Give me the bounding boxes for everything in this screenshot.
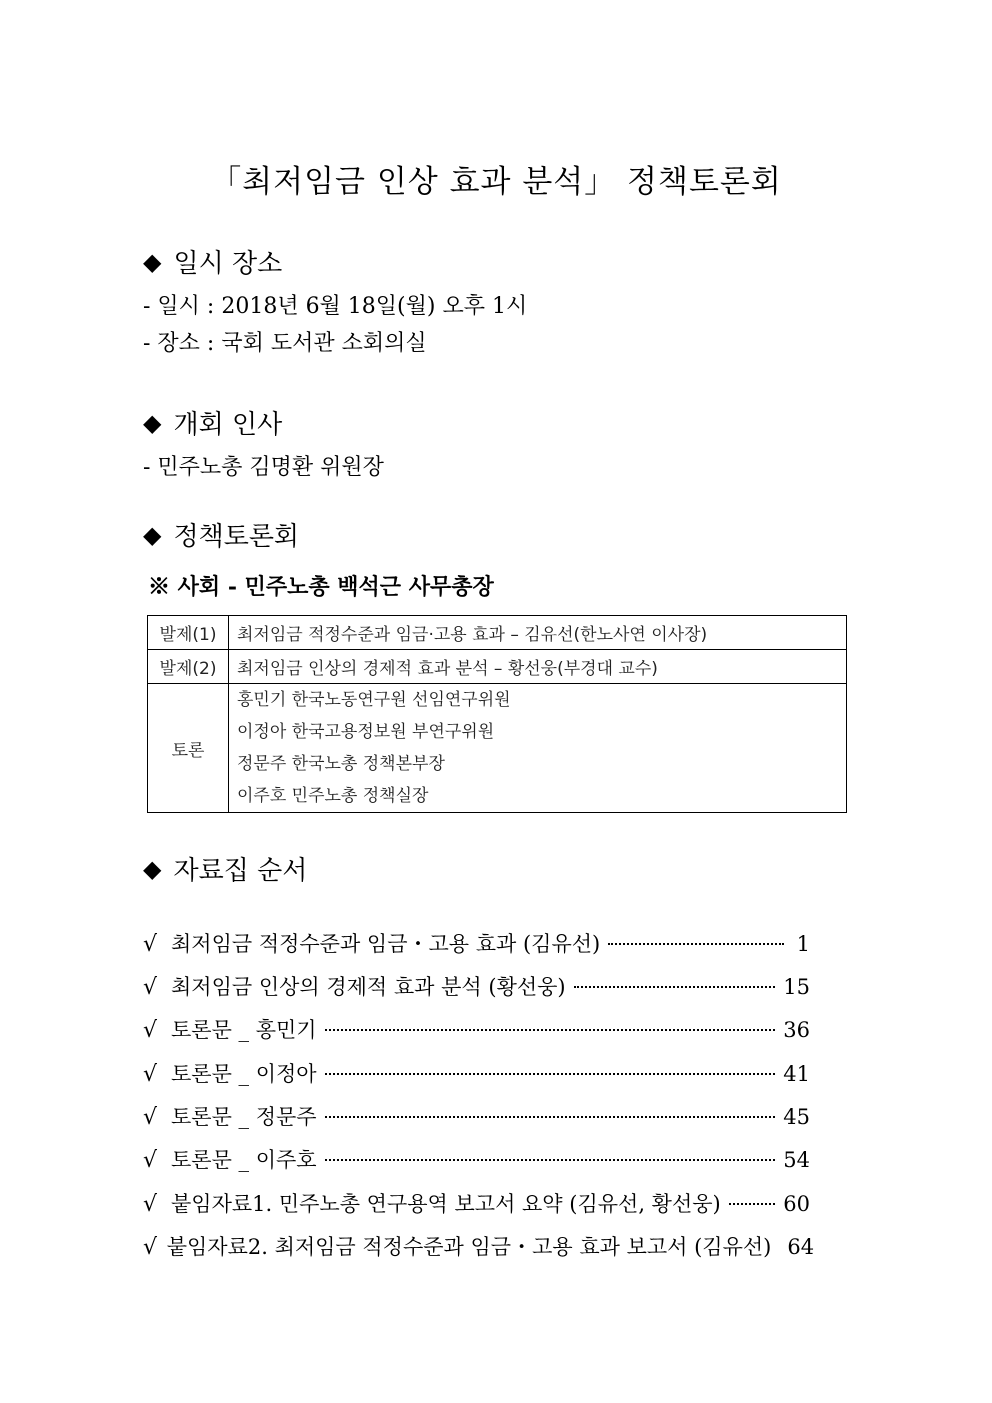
toc-page-number: 54 <box>783 1148 810 1172</box>
dot-leader <box>325 1029 776 1031</box>
toc-page-number: 64 <box>787 1235 815 1259</box>
toc-page-number: 45 <box>783 1105 810 1129</box>
toc-item-title: 토론문 _ 이주호 <box>171 1148 317 1172</box>
toc-item <box>143 1058 810 1088</box>
section-heading: 정책토론회 <box>173 522 300 552</box>
check-icon: √ <box>143 932 158 957</box>
toc-page-number: 15 <box>783 975 810 999</box>
toc-item <box>143 1101 810 1131</box>
panelist: 이주호 민주노총 정책실장 <box>237 786 429 806</box>
section-materials <box>143 850 307 887</box>
panelist: 정문주 한국노총 정책본부장 <box>237 754 445 774</box>
panelist-list <box>229 684 847 813</box>
toc-item-title: 토론문 _ 홍민기 <box>171 1018 317 1042</box>
toc-item-title: 최저임금 적정수준과 임금・고용 효과 (김유선) <box>171 932 601 956</box>
table-row <box>148 684 847 813</box>
moderator-line: ※ 사회 - 민주노총 백석근 사무총장 <box>148 574 494 600</box>
diamond-icon: ◆ <box>143 408 162 437</box>
toc-item <box>143 1144 810 1174</box>
row-content: 최저임금 적정수준과 임금·고용 효과 – 김유선(한노사연 이사장) <box>229 616 847 650</box>
toc-page-number: 60 <box>783 1192 810 1216</box>
check-icon: √ <box>143 1105 158 1130</box>
panelist: 홍민기 한국노동연구원 선임연구위원 <box>237 690 511 710</box>
diamond-icon: ◆ <box>143 854 162 883</box>
toc-item-title: 토론문 _ 이정아 <box>171 1062 317 1086</box>
check-icon: √ <box>143 1062 158 1087</box>
dot-leader <box>325 1116 776 1118</box>
diamond-icon: ◆ <box>143 520 162 549</box>
row-label: 토론 <box>148 684 229 813</box>
schedule-place: - 장소 : 국회 도서관 소회의실 <box>143 331 427 356</box>
section-heading: 자료집 순서 <box>173 856 308 886</box>
row-label: 발제(1) <box>148 616 229 650</box>
toc-item <box>143 971 810 1001</box>
row-content: 최저임금 인상의 경제적 효과 분석 – 황선웅(부경대 교수) <box>229 650 847 684</box>
panelist: 이정아 한국고용정보원 부연구위원 <box>237 722 495 742</box>
section-schedule <box>143 243 282 280</box>
table-row <box>148 650 847 684</box>
toc-item-title: 토론문 _ 정문주 <box>171 1105 317 1129</box>
section-forum <box>143 516 299 553</box>
dot-leader <box>574 986 776 988</box>
toc-page-number: 36 <box>783 1018 810 1042</box>
toc-item <box>143 928 810 958</box>
dot-leader <box>325 1073 776 1075</box>
program-table <box>147 615 847 813</box>
toc-item <box>143 1014 810 1044</box>
check-icon: √ <box>143 1018 158 1043</box>
document-title: 「최저임금 인상 효과 분석」 정책토론회 <box>210 164 782 200</box>
check-icon: √ <box>143 1192 158 1217</box>
schedule-date: - 일시 : 2018년 6월 18일(월) 오후 1시 <box>143 294 528 319</box>
opening-speaker: - 민주노총 김명환 위원장 <box>143 455 384 480</box>
section-heading: 개회 인사 <box>173 410 283 440</box>
check-icon: √ <box>143 1148 158 1173</box>
section-opening <box>143 404 282 441</box>
toc-item <box>143 1188 810 1218</box>
diamond-icon: ◆ <box>143 247 162 276</box>
section-heading: 일시 장소 <box>173 249 283 279</box>
toc-page-number: 41 <box>783 1062 810 1086</box>
toc-item <box>143 1231 815 1261</box>
check-icon: √ <box>143 975 158 1000</box>
toc-item-title: 붙임자료1. 민주노총 연구용역 보고서 요약 (김유선, 황선웅) <box>171 1192 721 1216</box>
dot-leader <box>325 1159 776 1161</box>
table-row <box>148 616 847 650</box>
toc-page-number: 1 <box>796 932 810 956</box>
check-icon: √ <box>143 1235 158 1260</box>
dot-leader <box>729 1203 776 1205</box>
toc-item-title: 최저임금 인상의 경제적 효과 분석 (황선웅) <box>171 975 566 999</box>
toc-item-title: 붙임자료2. 최저임금 적정수준과 임금・고용 효과 보고서 (김유선) <box>166 1235 772 1259</box>
row-label: 발제(2) <box>148 650 229 684</box>
dot-leader <box>608 943 784 945</box>
